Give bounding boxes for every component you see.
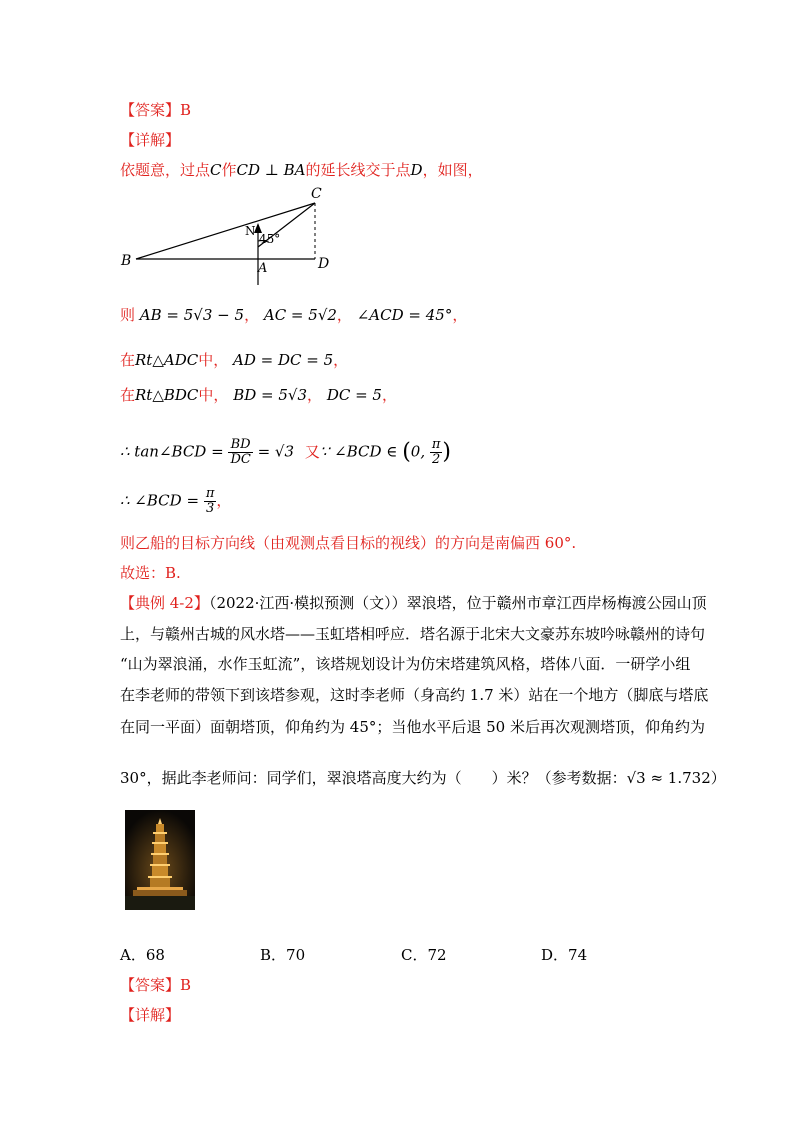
eq3-line: [120, 385, 397, 405]
example-line-4: 在李老师的带领下到该塔参观，这时李老师（身高约 1.7 米）站在一个地方（脚底与塔底: [120, 686, 709, 704]
eq5-three: 3: [205, 501, 215, 516]
label-n: N: [245, 224, 256, 238]
answer2-bracket: 【答案】: [120, 976, 181, 994]
geometry-diagram: [118, 185, 338, 290]
answer-value: B: [180, 101, 192, 119]
eq1-end: ，: [452, 306, 468, 324]
example-line-2: 上，与赣州古城的风水塔——玉虹塔相呼应．塔名源于北宋大文豪苏东坡吟咏赣州的诗句: [120, 625, 706, 643]
eq4-two: 2: [432, 452, 441, 467]
pagoda-photo: [125, 810, 195, 910]
eq2-end: ，: [333, 351, 349, 369]
eq4-pi: π: [431, 437, 441, 452]
detail-label: 【详解】: [120, 131, 181, 149]
intro-line: [120, 160, 483, 180]
choose-text: 故选：B.: [120, 564, 181, 582]
cd-perp-ba: CD ⊥ BA: [236, 161, 306, 179]
eq5-line: [120, 487, 231, 516]
eq2-mid: 中，: [198, 351, 229, 369]
answer2-value: B: [180, 976, 192, 994]
label-angle: 45°: [259, 232, 281, 246]
eq3-triangle: Rt△BDC: [135, 386, 199, 404]
eq1-sep2: ，: [336, 306, 352, 324]
eq2-value: AD = DC = 5: [233, 351, 334, 369]
example-text-1: （2022·江西·模拟预测（文））翠浪塔，位于赣州市章江西岸杨梅渡公园山顶: [208, 594, 707, 612]
option-b[interactable]: B．70: [260, 946, 306, 964]
eq5-pi: π: [205, 486, 215, 501]
example-line-6: 30°，据此李老师问：同学们，翠浪塔高度大约为（ ）米？（参考数据：√3 ≈ 1.732）: [120, 769, 726, 787]
intro-text-3: 的延长线交于点: [305, 161, 411, 179]
answer-bracket: 【答案】: [120, 101, 181, 119]
eq3-end: ，: [381, 386, 397, 404]
answer-label: [120, 100, 191, 120]
eq2-triangle: Rt△ADC: [135, 351, 199, 369]
option-d[interactable]: D．74: [541, 946, 588, 964]
eq4-therefore: ∴ tan∠BCD =: [120, 442, 224, 461]
eq3-sep: ，: [307, 386, 323, 404]
eq1-ac: AC = 5√2: [263, 306, 337, 324]
eq3-dc: DC = 5: [326, 386, 382, 404]
conclusion-text: 则乙船的目标方向线（由观测点看目标的视线）的方向是南偏西 60°.: [120, 534, 577, 552]
example-line-5: 在同一平面）面朝塔顶，仰角约为 45°；当他水平后退 50 米后再次观测塔顶，仰角约为: [120, 718, 705, 736]
option-a[interactable]: A．68: [120, 946, 165, 964]
intro-text-2: 作: [221, 161, 237, 179]
eq4-fraction: [228, 438, 252, 467]
answer2-label: [120, 975, 191, 995]
eq4-because: ∵ ∠BCD ∈: [319, 442, 398, 461]
eq4-you: 又: [304, 442, 320, 461]
eq4-numerator: BD: [228, 438, 252, 453]
eq5-fraction: [204, 487, 217, 516]
detail2-label: 【详解】: [120, 1006, 181, 1024]
eq5-therefore: ∴ ∠BCD =: [120, 491, 200, 510]
eq3-prefix: 在: [120, 386, 136, 404]
option-c[interactable]: C．72: [401, 946, 447, 964]
point-d: D: [410, 161, 423, 179]
eq4-denominator: DC: [230, 452, 251, 467]
label-a: A: [258, 261, 268, 276]
eq1-sep1: ，: [244, 306, 260, 324]
eq5-end: ，: [216, 491, 232, 510]
eq3-bd: BD = 5√3: [233, 386, 308, 404]
intro-text-4: ，如图，: [422, 161, 483, 179]
label-d: D: [318, 256, 330, 272]
eq2-prefix: 在: [120, 351, 136, 369]
eq1-prefix: 则: [120, 306, 136, 324]
eq4-interval-start: 0,: [410, 442, 426, 461]
point-c: C: [210, 161, 222, 179]
eq4-line: [120, 438, 451, 467]
label-c: C: [311, 186, 322, 202]
eq4-pi-half: [430, 438, 443, 467]
eq2-line: [120, 350, 348, 370]
label-b: B: [121, 253, 132, 269]
example-line-3: “山为翠浪涌，水作玉虹流”，该塔规划设计为仿宋塔建筑风格，塔体八面．一研学小组: [120, 655, 691, 673]
eq4-result: = √3: [257, 442, 295, 461]
eq4-lparen: (: [402, 439, 411, 465]
eq1-acd: ∠ACD = 45°: [356, 306, 453, 324]
eq1-line: [120, 305, 467, 325]
example-label: 【典例 4-2】: [120, 594, 209, 612]
eq4-rparen: ): [442, 439, 452, 465]
eq3-mid: 中，: [198, 386, 229, 404]
intro-text-1: 依题意，过点: [120, 161, 211, 179]
example-line-1: [120, 593, 707, 613]
eq1-ab: AB = 5√3 − 5: [139, 306, 245, 324]
